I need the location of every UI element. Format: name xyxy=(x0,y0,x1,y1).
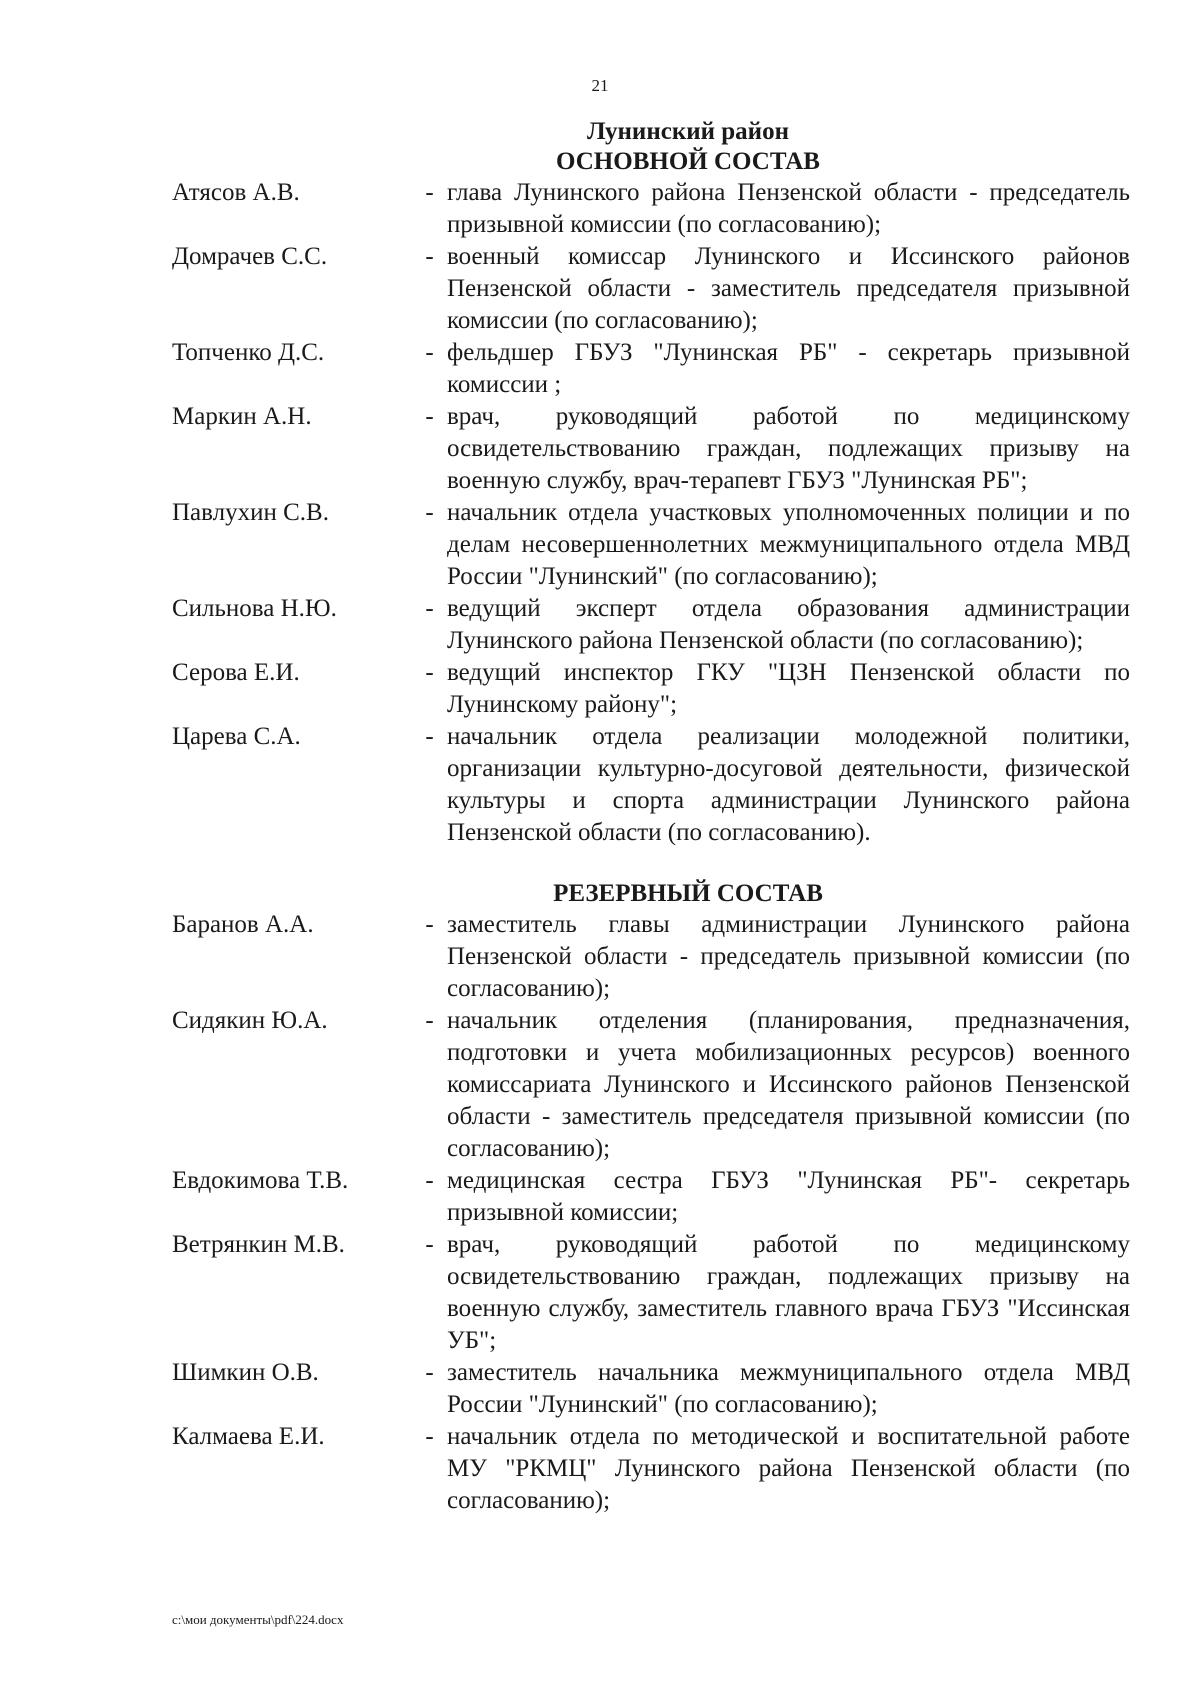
member-dash: - xyxy=(425,659,434,686)
member-name: Ветрянкин М.В. xyxy=(172,1231,345,1258)
member-name: Атясов А.В. xyxy=(172,179,300,206)
member-role: врач, руководящий работой по медицинскому освидетельствованию граждан, подлежащих призыву на военную службу, заместитель главного врача ГБУЗ "Иссинская УБ"; xyxy=(447,1231,1130,1354)
member-dash: - xyxy=(425,179,434,206)
member-role: глава Лунинского района Пензенской области - председатель призывной комиссии (по согласованию); xyxy=(447,179,1130,238)
member-dash: - xyxy=(425,403,434,430)
member-name: Серова Е.И. xyxy=(172,659,300,686)
member-dash: - xyxy=(425,1423,434,1450)
member-role: ведущий эксперт отдела образования администрации Лунинского района Пензенской области (по согласованию); xyxy=(447,595,1130,654)
member-row xyxy=(172,241,1130,337)
member-role: заместитель начальника межмуниципального отдела МВД России "Лунинский" (по согласованию); xyxy=(447,1359,1130,1418)
member-role: заместитель главы администрации Лунинского района Пензенской области - председатель призывной комиссии (по согласованию); xyxy=(447,911,1130,1002)
reserve-members-list xyxy=(172,909,1130,1517)
district-title: Лунинский район xyxy=(587,118,789,145)
member-name: Евдокимова Т.В. xyxy=(172,1167,349,1194)
member-name: Шимкин О.В. xyxy=(172,1359,319,1386)
member-row xyxy=(172,1421,1130,1517)
member-row xyxy=(172,497,1130,593)
member-dash: - xyxy=(425,499,434,526)
member-dash: - xyxy=(425,339,434,366)
footer-file-path: c:\мои документы\pdf\224.docx xyxy=(172,1612,344,1627)
member-row xyxy=(172,337,1130,401)
member-dash: - xyxy=(425,1007,434,1034)
member-row xyxy=(172,1357,1130,1421)
member-role: начальник отдела участковых уполномоченных полиции и по делам несовершеннолетних межмуниципального отдела МВД России "Лунинский" (по согласованию); xyxy=(447,499,1130,590)
member-row xyxy=(172,1165,1130,1229)
member-role: врач, руководящий работой по медицинскому освидетельствованию граждан, подлежащих призыву на военную службу, врач-терапевт ГБУЗ "Лунинская РБ"; xyxy=(447,403,1130,494)
member-row xyxy=(172,909,1130,1005)
member-dash: - xyxy=(425,911,434,938)
member-row xyxy=(172,1005,1130,1165)
member-name: Павлухин С.В. xyxy=(172,499,329,526)
document-body xyxy=(172,112,1130,1517)
member-role: начальник отделения (планирования, предназначения, подготовки и учета мобилизационных ресурсов) военного комиссариата Лунинского и Иссинского районов Пензенской области - заместитель председателя призывной комиссии (по согласованию); xyxy=(447,1007,1130,1162)
reserve-section-title: РЕЗЕРВНЫЙ СОСТАВ xyxy=(553,880,823,907)
member-dash: - xyxy=(425,723,434,750)
member-dash: - xyxy=(425,1359,434,1386)
member-name: Сильнова Н.Ю. xyxy=(172,595,337,622)
member-row xyxy=(172,721,1130,849)
member-name: Сидякин Ю.А. xyxy=(172,1007,328,1034)
member-dash: - xyxy=(425,1167,434,1194)
member-name: Баранов А.А. xyxy=(172,911,314,938)
member-name: Топченко Д.С. xyxy=(172,339,325,366)
member-row xyxy=(172,657,1130,721)
member-role: ведущий инспектор ГКУ "ЦЗН Пензенской области по Лунинскому району"; xyxy=(447,659,1130,718)
member-role: военный комиссар Лунинского и Иссинского районов Пензенской области - заместитель председателя призывной комиссии (по согласованию); xyxy=(447,243,1130,334)
main-members-list xyxy=(172,177,1130,849)
member-row xyxy=(172,401,1130,497)
member-role: начальник отдела реализации молодежной политики, организации культурно-досуговой деятельности, физической культуры и спорта администрации Лунинского района Пензенской области (по согласованию). xyxy=(447,723,1130,846)
member-dash: - xyxy=(425,243,434,270)
member-name: Домрачев С.С. xyxy=(172,243,328,270)
member-name: Калмаева Е.И. xyxy=(172,1423,325,1450)
member-role: фельдшер ГБУЗ "Лунинская РБ" - секретарь призывной комиссии ; xyxy=(447,339,1130,398)
member-row xyxy=(172,1229,1130,1357)
member-role: медицинская сестра ГБУЗ "Лунинская РБ"- секретарь призывной комиссии; xyxy=(447,1167,1130,1226)
page-number: 21 xyxy=(591,76,609,95)
main-section-title: ОСНОВНОЙ СОСТАВ xyxy=(556,148,820,175)
member-dash: - xyxy=(425,1231,434,1258)
member-role: начальник отдела по методической и воспитательной работе МУ "РКМЦ" Лунинского района Пензенской области (по согласованию); xyxy=(447,1423,1130,1514)
member-name: Царева С.А. xyxy=(172,723,301,750)
member-dash: - xyxy=(425,595,434,622)
member-row xyxy=(172,177,1130,241)
member-name: Маркин А.Н. xyxy=(172,403,312,430)
member-row xyxy=(172,593,1130,657)
